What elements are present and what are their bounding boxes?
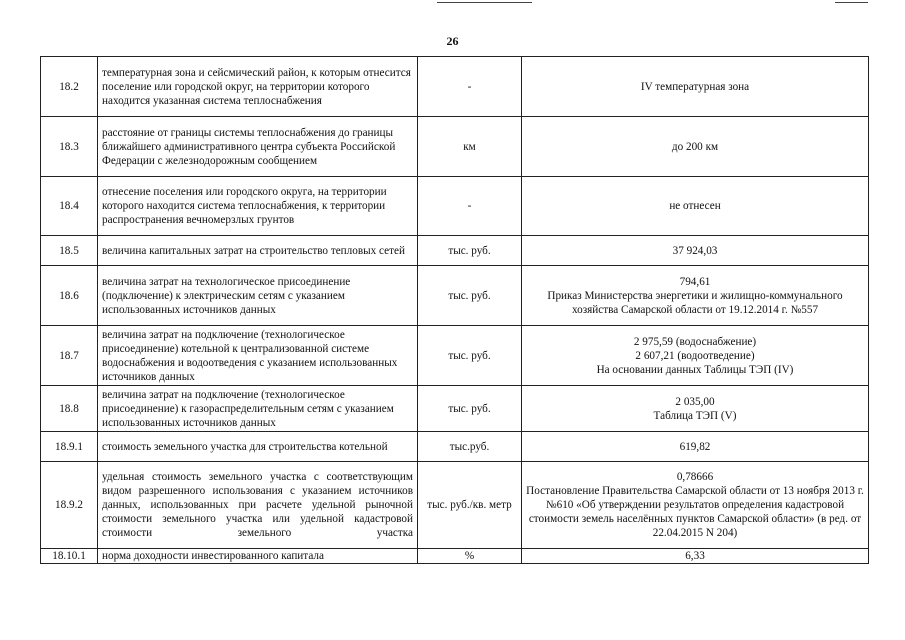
- value-line: Приказ Министерства энергетики и жилищно-коммунального хозяйства Самарской области от 19.12.2014 г. №557: [547, 289, 843, 316]
- value-line: 619,82: [679, 440, 711, 453]
- row-value: [522, 462, 869, 549]
- row-value: [522, 386, 869, 432]
- value-line: IV температурная зона: [640, 80, 750, 93]
- value-line: На основании данных Таблицы ТЭП (IV): [596, 363, 794, 376]
- row-unit: -: [418, 177, 522, 236]
- row-unit: тыс. руб.: [418, 326, 522, 386]
- table-row: [41, 432, 869, 462]
- row-description: величина капитальных затрат на строительство тепловых сетей: [98, 236, 418, 266]
- value-line: Постановление Правительства Самарской области от 13 ноября 2013 г. №610 «Об утверждении результатов определения кадастровой стоимости земель населённых пунктов Самарской области» (в ред. от 22.04.2015 N 204): [526, 485, 864, 539]
- row-description: величина затрат на технологическое присоединение (подключение) к электрическим сетям с указанием использованных источников данных: [98, 266, 418, 326]
- row-description: удельная стоимость земельного участка с соответствующим видом разрешенного использования с указанием источников данных, использованных при расчете удельной рыночной стоимости земельного участка или удельной кадастровой стоимости земельного участка: [98, 462, 418, 549]
- row-unit: -: [418, 57, 522, 117]
- row-unit: тыс.руб.: [418, 432, 522, 462]
- page-number: 26: [446, 34, 459, 48]
- row-description: величина затрат на подключение (технологическое присоединение) котельной к централизованной системе водоснабжения и водоотведения с указанием использованных источников данных: [98, 326, 418, 386]
- top-rule-center: [437, 2, 532, 3]
- row-description: норма доходности инвестированного капитала: [98, 549, 418, 564]
- table-row: [41, 386, 869, 432]
- row-number: 18.7: [41, 326, 98, 386]
- table-row: [41, 326, 869, 386]
- row-unit: тыс. руб.: [418, 266, 522, 326]
- value-line: 37 924,03: [672, 244, 718, 257]
- row-value: [522, 236, 869, 266]
- row-unit: %: [418, 549, 522, 564]
- row-description: температурная зона и сейсмический район, к которым отнесится поселение или городской округ, на территории которого находится указанная система теплоснабжения: [98, 57, 418, 117]
- row-value: [522, 57, 869, 117]
- value-line: 794,61: [679, 275, 711, 288]
- row-number: 18.8: [41, 386, 98, 432]
- value-line: не отнесен: [669, 200, 721, 212]
- row-number: 18.6: [41, 266, 98, 326]
- top-rule-right: [835, 2, 868, 3]
- table-row: [41, 549, 869, 564]
- row-number: 18.2: [41, 57, 98, 117]
- value-line: Таблица ТЭП (V): [653, 409, 737, 422]
- row-description: расстояние от границы системы теплоснабжения до границы ближайшего административного центра субъекта Российской Федерации с железнодорожным сообщением: [98, 117, 418, 177]
- row-value: [522, 177, 869, 236]
- row-description: величина затрат на подключение (технологическое присоединение) к газораспределительным сетям с указанием использованных источников данных: [98, 386, 418, 432]
- row-number: 18.5: [41, 236, 98, 266]
- row-unit: км: [418, 117, 522, 177]
- row-description: отнесение поселения или городского округа, на территории которого находится система теплоснабжения, к территории распространения вечномерзлых грунтов: [98, 177, 418, 236]
- value-line: до 200 км: [671, 140, 719, 153]
- row-number: 18.9.2: [41, 462, 98, 549]
- table-row: [41, 117, 869, 177]
- row-unit: тыс. руб.: [418, 386, 522, 432]
- table-row: [41, 57, 869, 117]
- parameters-table: [40, 56, 869, 564]
- row-value: [522, 549, 869, 564]
- row-number: 18.3: [41, 117, 98, 177]
- value-line: 6,33: [685, 550, 705, 562]
- value-line: 2 607,21 (водоотведение): [635, 349, 755, 362]
- row-unit: тыс. руб./кв. метр: [418, 462, 522, 549]
- row-unit: тыс. руб.: [418, 236, 522, 266]
- table-row: [41, 462, 869, 549]
- row-value: [522, 117, 869, 177]
- value-line: 2 975,59 (водоснабжение): [633, 335, 757, 348]
- row-description: стоимость земельного участка для строительства котельной: [98, 432, 418, 462]
- row-number: 18.4: [41, 177, 98, 236]
- table-row: [41, 177, 869, 236]
- table-row: [41, 266, 869, 326]
- row-number: 18.10.1: [41, 549, 98, 564]
- row-number: 18.9.1: [41, 432, 98, 462]
- row-value: [522, 266, 869, 326]
- row-value: [522, 326, 869, 386]
- table-row: [41, 236, 869, 266]
- value-line: 0,78666: [676, 471, 714, 483]
- value-line: 2 035,00: [675, 395, 715, 408]
- row-value: [522, 432, 869, 462]
